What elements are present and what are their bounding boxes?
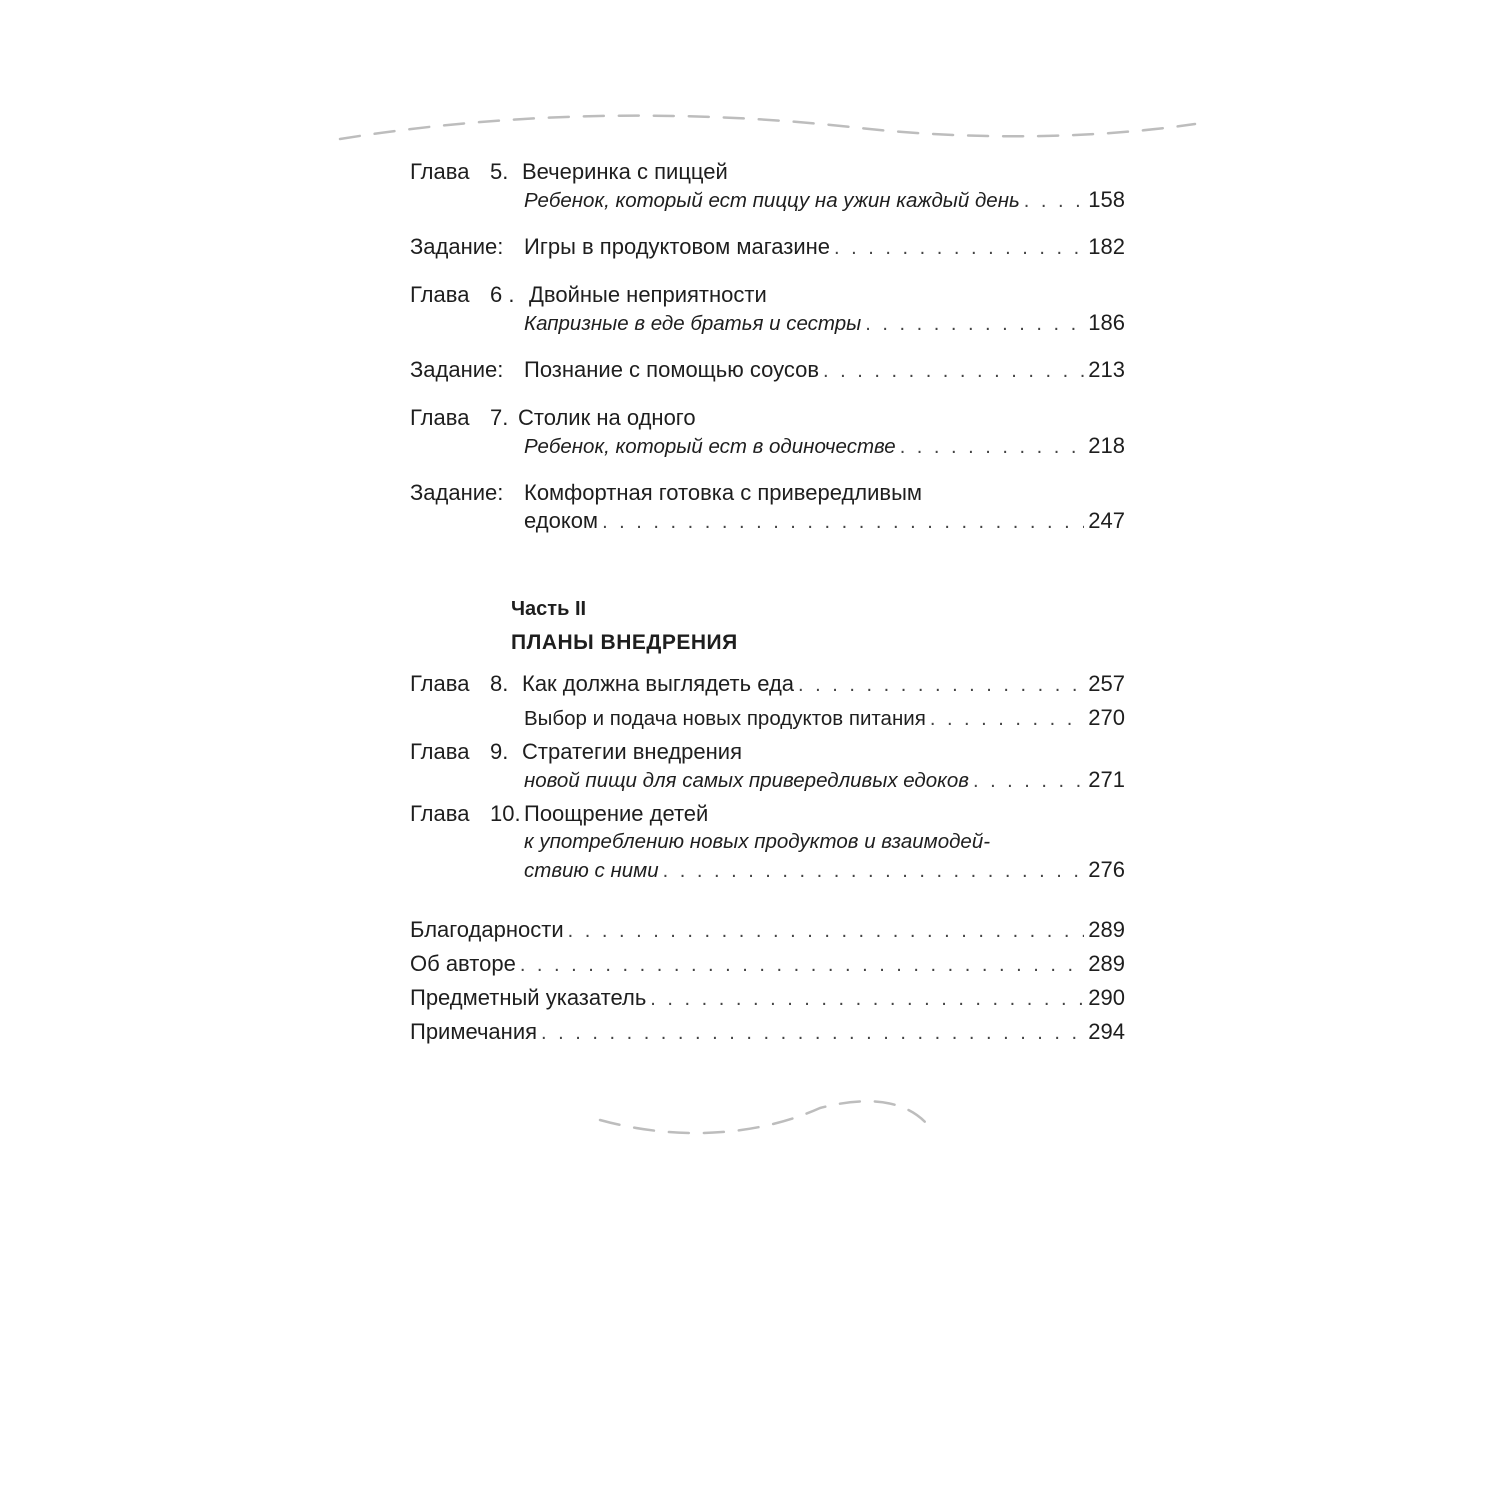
entry-title: Предметный указатель [410,985,647,1010]
dot-leader [1024,187,1085,215]
toc-entry-chapter-9-subtitle[interactable] [524,766,1125,795]
toc-entry-about-author[interactable] [410,950,1125,979]
entry-title: Примечания [410,1019,538,1044]
toc-entry-chapter-9[interactable] [410,738,1125,766]
entry-number: 5. [490,159,509,184]
dot-leader [865,310,1084,338]
entry-number: 6 . [490,282,515,307]
entry-subtitle: Ребенок, который ест пиццу на ужин каждый день [524,189,1020,212]
entry-label: Задание: [410,480,504,505]
page-number: 158 [1088,187,1125,212]
entry-label: Глава [410,671,470,696]
entry-number: 7. [490,405,509,430]
entry-number: 9. [490,739,509,764]
entry-title: Вечеринка с пиццей [522,159,728,184]
entry-number: 8. [490,671,509,696]
page-number: 276 [1088,857,1125,882]
entry-subtitle: новой пищи для самых привередливых едоков [524,769,969,792]
toc-entry-task-cooking[interactable] [410,479,1125,507]
entry-title: Комфортная готовка с привередливым [524,480,923,505]
entry-title: Познание с помощью соусов [524,357,820,382]
dot-leader [541,1019,1084,1047]
page-number: 270 [1088,705,1125,730]
page-number: 218 [1088,433,1125,458]
page-number: 182 [1088,234,1125,259]
entry-title: Поощрение детей [524,801,709,826]
entry-title: Столик на одного [518,405,696,430]
toc-entry-task-sauces[interactable] [410,356,1125,385]
entry-subtitle: ствию с ними [524,859,659,882]
toc-entry-chapter-10[interactable] [410,800,1125,828]
entry-label: Задание: [410,357,504,382]
page-number: 290 [1088,985,1125,1010]
toc-entry-chapter-8[interactable] [410,670,1125,699]
toc-entry-chapter-7[interactable] [410,404,1125,432]
entry-label: Глава [410,405,470,430]
page-number: 257 [1088,671,1125,696]
page-number: 294 [1088,1019,1125,1044]
dot-leader [900,433,1085,461]
dot-leader [663,857,1085,885]
entry-title-continued: едоком [524,508,599,533]
toc-entry-chapter-8-subtitle[interactable] [524,704,1125,733]
entry-number: 10. [490,801,521,826]
dot-leader [834,234,1084,262]
toc-entry-acknowledgements[interactable] [410,916,1125,945]
part-title: ПЛАНЫ ВНЕДРЕНИЯ [511,631,738,654]
dot-leader [930,705,1084,733]
page-number: 247 [1088,508,1125,533]
entry-label: Глава [410,739,470,764]
dot-leader [568,917,1085,945]
toc-entry-chapter-6[interactable] [410,281,1125,309]
toc-entry-task-grocery[interactable] [410,233,1125,262]
entry-subtitle: Выбор и подача новых продуктов питания [524,707,926,730]
page-number: 289 [1088,951,1125,976]
entry-title: Двойные неприятности [529,282,767,307]
dot-leader [973,767,1084,795]
toc-entry-notes[interactable] [410,1018,1125,1047]
entry-title: Об авторе [410,951,516,976]
entry-title: Благодарности [410,917,564,942]
toc-entry-subject-index[interactable] [410,984,1125,1013]
dot-leader [798,671,1084,699]
dot-leader [520,951,1084,979]
entry-label: Глава [410,282,470,307]
page-number: 289 [1088,917,1125,942]
page-number: 213 [1088,357,1125,382]
dot-leader [602,508,1084,536]
toc-entry-chapter-5-subtitle[interactable] [524,186,1125,215]
entry-subtitle: Капризные в еде братья и сестры [524,312,862,335]
toc-entry-chapter-5[interactable] [410,158,1125,186]
entry-title: Игры в продуктовом магазине [524,234,831,259]
page-number: 186 [1088,310,1125,335]
toc-entry-task-cooking-cont[interactable] [524,507,1125,536]
part-label: Часть II [511,598,587,620]
toc-entry-chapter-10-subtitle[interactable] [524,828,1125,856]
dot-leader [650,985,1084,1013]
toc-entry-chapter-7-subtitle[interactable] [524,432,1125,461]
page-number: 271 [1088,767,1125,792]
entry-subtitle: Ребенок, который ест в одиночестве [524,435,896,458]
entry-title: Стратегии внедрения [522,739,742,764]
entry-title: Как должна выглядеть еда [522,671,795,696]
entry-label: Задание: [410,234,504,259]
dot-leader [823,357,1084,385]
entry-label: Глава [410,801,470,826]
toc-entry-chapter-10-subtitle-cont[interactable] [524,856,1125,885]
toc-entry-chapter-6-subtitle[interactable] [524,309,1125,338]
entry-subtitle: к употреблению новых продуктов и взаимодей- [524,830,991,853]
entry-label: Глава [410,159,470,184]
